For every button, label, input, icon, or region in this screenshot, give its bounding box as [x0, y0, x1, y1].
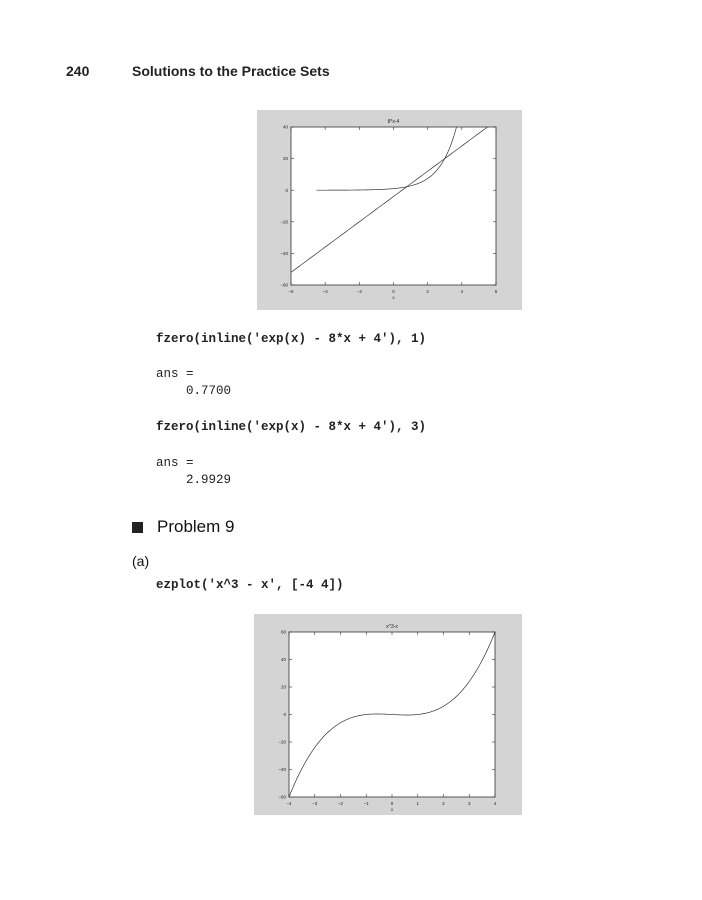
section-heading [132, 517, 234, 537]
y-tick-label: −40 [280, 251, 288, 256]
x-axis-label: x [390, 807, 394, 812]
code-ezplot: ezplot('x^3 - x', [-4 4]) [156, 578, 344, 592]
y-tick-label: 20 [282, 156, 288, 162]
x-tick-label: 1 [416, 801, 420, 806]
x-tick-label: −1 [363, 801, 369, 806]
x-tick-label: 0 [392, 289, 395, 294]
code-fzero-1: fzero(inline('exp(x) - 8*x + 4'), 1) [156, 332, 427, 346]
x-tick-label: −2 [337, 801, 344, 806]
plot-area [291, 127, 496, 285]
chart-svg-2 [254, 614, 522, 815]
chart-svg-1 [257, 110, 522, 310]
chart-title: x^3-x [386, 624, 398, 630]
figure-cubic [254, 614, 522, 815]
y-tick-label: −60 [280, 282, 288, 288]
y-tick-label: −40 [278, 767, 286, 773]
x-tick-label: −6 [288, 289, 294, 294]
y-tick-label: −20 [280, 219, 288, 225]
code-ans-label-2: ans = [156, 456, 194, 470]
x-tick-label: 2 [426, 289, 429, 294]
y-tick-label: 0 [283, 712, 286, 718]
y-tick-label: −20 [278, 739, 286, 745]
x-tick-label: −2 [356, 289, 362, 294]
section-title: Problem 9 [157, 517, 235, 536]
chart-title: 8*x-4 [387, 119, 400, 125]
y-tick-label: 40 [282, 124, 288, 130]
figure-line-vs-exp [257, 110, 522, 310]
x-axis-label: x [392, 295, 395, 300]
running-title: Solutions to the Practice Sets [132, 63, 330, 79]
code-ans-value-2: 2.9929 [156, 473, 232, 487]
code-ans-label-1: ans = [156, 367, 194, 381]
x-tick-label: −4 [322, 289, 328, 294]
y-tick-label: 0 [285, 187, 288, 193]
x-tick-label: 4 [493, 801, 497, 806]
code-ans-value-1: 0.7700 [156, 384, 232, 398]
x-tick-label: −3 [312, 801, 318, 806]
code-fzero-2: fzero(inline('exp(x) - 8*x + 4'), 3) [156, 420, 427, 434]
y-tick-label: −60 [278, 794, 286, 800]
x-tick-label: 3 [467, 801, 471, 806]
subpart-label: (a) [132, 553, 150, 569]
page-number: 240 [66, 63, 90, 79]
y-tick-label: 20 [280, 684, 286, 690]
x-tick-label: 6 [494, 289, 498, 294]
x-tick-label: 2 [442, 801, 445, 806]
y-tick-label: 60 [280, 629, 286, 635]
y-tick-label: 40 [280, 657, 286, 663]
x-tick-label: 0 [390, 801, 394, 806]
square-bullet-icon [132, 522, 143, 533]
x-tick-label: 4 [460, 289, 464, 294]
x-tick-label: −4 [286, 801, 292, 806]
